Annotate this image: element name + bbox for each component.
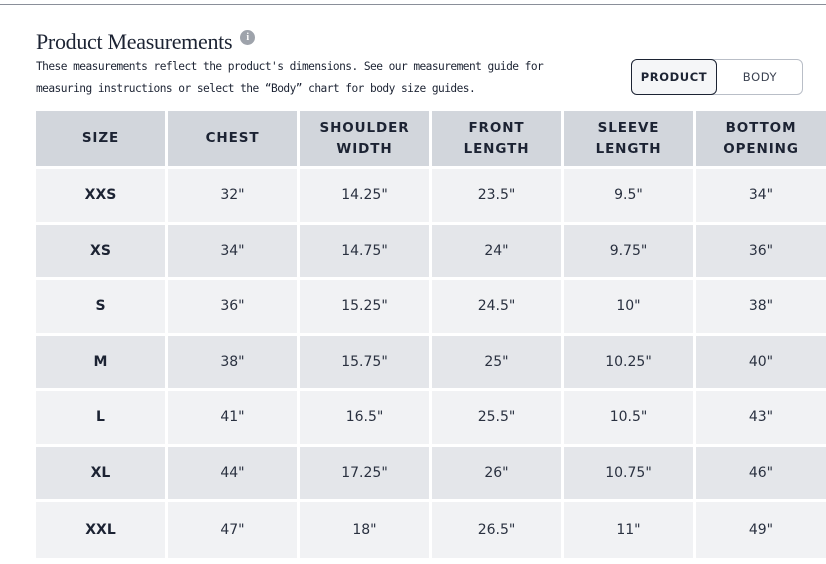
table-row [36, 169, 826, 225]
table-header-row [36, 111, 826, 169]
column-header-sleeve-length: SLEEVE LENGTH [564, 111, 696, 169]
chest-cell: 32" [168, 169, 300, 225]
sleeve-length-cell: 9.75" [564, 225, 696, 281]
shoulder-width-cell: 14.25" [300, 169, 432, 225]
description [36, 56, 596, 100]
size-cell: XS [36, 225, 168, 281]
chest-cell: 38" [168, 336, 300, 392]
table-row [36, 447, 826, 503]
front-length-cell: 24" [432, 225, 564, 281]
table-row [36, 225, 826, 281]
front-length-cell: 26" [432, 447, 564, 503]
size-cell: S [36, 280, 168, 336]
size-cell: M [36, 336, 168, 392]
chest-cell: 47" [168, 502, 300, 558]
shoulder-width-cell: 15.75" [300, 336, 432, 392]
size-cell: XXS [36, 169, 168, 225]
chest-cell: 41" [168, 391, 300, 447]
shoulder-width-cell: 16.5" [300, 391, 432, 447]
front-length-cell: 26.5" [432, 502, 564, 558]
sleeve-length-cell: 10.75" [564, 447, 696, 503]
front-length-cell: 25.5" [432, 391, 564, 447]
shoulder-width-cell: 14.75" [300, 225, 432, 281]
shoulder-width-cell: 17.25" [300, 447, 432, 503]
column-header-size: SIZE [36, 111, 168, 169]
column-header-shoulder-width: SHOULDER WIDTH [300, 111, 432, 169]
table-row [36, 502, 826, 558]
size-cell: XXL [36, 502, 168, 558]
column-header-front-length: FRONT LENGTH [432, 111, 564, 169]
bottom-opening-cell: 40" [696, 336, 826, 392]
bottom-opening-cell: 36" [696, 225, 826, 281]
size-cell: XL [36, 447, 168, 503]
bottom-opening-cell: 34" [696, 169, 826, 225]
front-length-cell: 23.5" [432, 169, 564, 225]
sleeve-length-cell: 10.5" [564, 391, 696, 447]
sleeve-length-cell: 10.25" [564, 336, 696, 392]
bottom-opening-cell: 38" [696, 280, 826, 336]
size-cell: L [36, 391, 168, 447]
table-row [36, 391, 826, 447]
chest-cell: 36" [168, 280, 300, 336]
sleeve-length-cell: 9.5" [564, 169, 696, 225]
front-length-cell: 24.5" [432, 280, 564, 336]
size-chart-table [36, 111, 826, 558]
sleeve-length-cell: 11" [564, 502, 696, 558]
info-icon[interactable]: i [240, 30, 255, 45]
bottom-opening-cell: 46" [696, 447, 826, 503]
title-row [36, 29, 255, 55]
shoulder-width-cell: 15.25" [300, 280, 432, 336]
body-toggle-button[interactable]: BODY [742, 70, 778, 84]
chest-cell: 44" [168, 447, 300, 503]
table-row [36, 336, 826, 392]
top-divider [0, 4, 826, 5]
chest-cell: 34" [168, 225, 300, 281]
chart-toggle [631, 59, 803, 95]
page-title: Product Measurements [36, 29, 233, 54]
bottom-opening-cell: 43" [696, 391, 826, 447]
column-header-chest: CHEST [168, 111, 300, 169]
front-length-cell: 25" [432, 336, 564, 392]
description-line-2: measuring instructions or select the “Body” chart for body size guides. [36, 82, 476, 95]
description-line-1: These measurements reflect the product's dimensions. See our measurement guide for [36, 60, 544, 73]
shoulder-width-cell: 18" [300, 502, 432, 558]
product-toggle-button[interactable]: PRODUCT [631, 59, 717, 95]
table-row [36, 280, 826, 336]
column-header-bottom-opening: BOTTOM OPENING [696, 111, 826, 169]
sleeve-length-cell: 10" [564, 280, 696, 336]
bottom-opening-cell: 49" [696, 502, 826, 558]
